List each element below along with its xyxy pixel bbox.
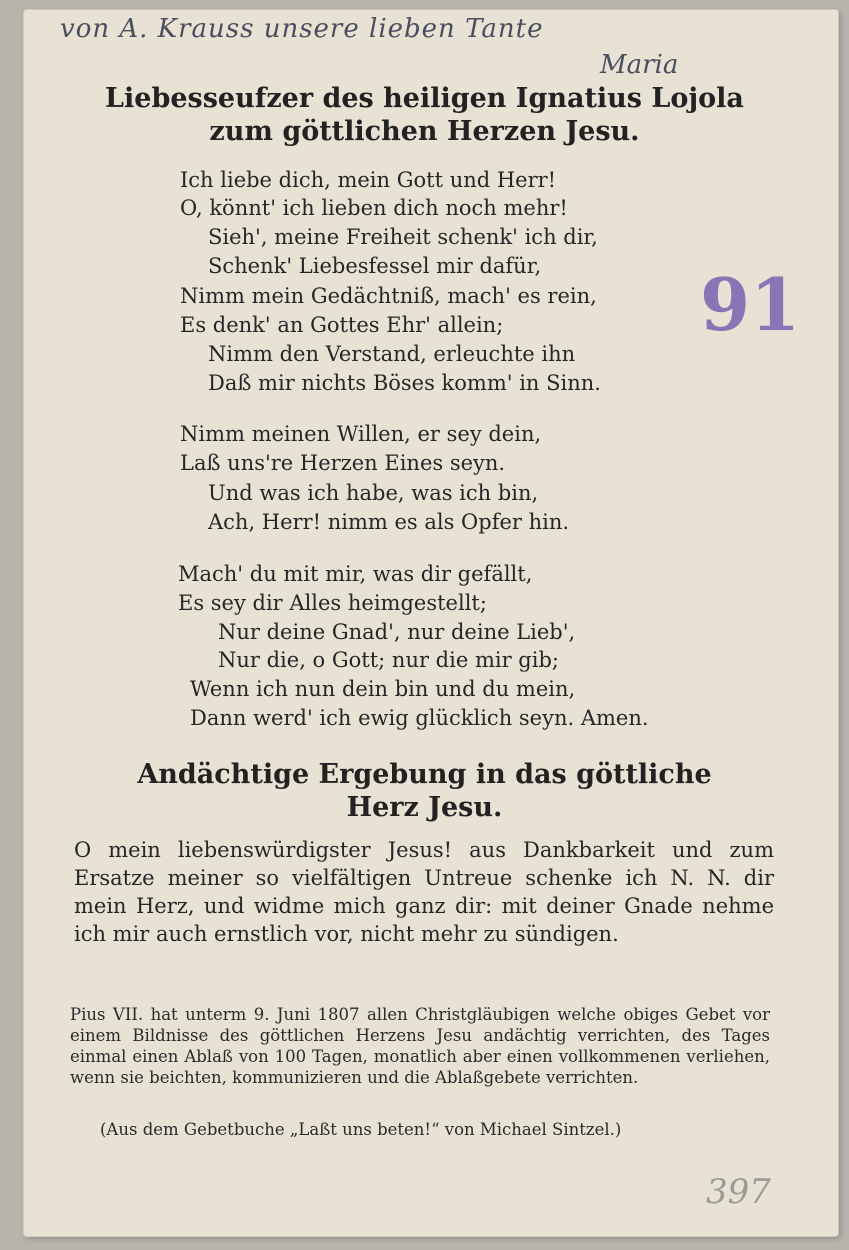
verse-line: Nimm meinen Willen, er sey dein, — [180, 422, 542, 446]
handwritten-mark: 91 — [700, 262, 801, 347]
verse-line: Es sey dir Alles heimgestellt; — [178, 591, 487, 615]
verse-line: Nimm den Verstand, erleuchte ihn — [208, 342, 576, 366]
indulgence-note: Pius VII. hat unterm 9. Juni 1807 allen Christgläubigen welche obiges Gebet vor einem Bildnisse des göttlichen Herzens Jesu andächtig verrichten, des Tages einmal einen Ablaß von 100 Tagen, monatlich aber einen vollkommenen verliehen, wenn sie beichten, kommunizieren und die Ablaßgebete verrichten. — [70, 1005, 770, 1087]
verse-line: Nimm mein Gedächtniß, mach' es rein, — [180, 284, 597, 308]
prayer-text: O mein liebenswürdigster Jesus! aus Dankbarkeit und zum Ersatze meiner so vielfältigen Untreue schenke ich N. N. dir mein Herz, und widme mich ganz dir: mit deiner Gnade nehme ich mir auch ernstlich vor, nicht mehr zu sündigen. — [74, 838, 774, 946]
verse-line: Es denk' an Gottes Ehr' allein; — [180, 313, 504, 337]
prayer-title-line: Andächtige Ergebung in das göttliche — [137, 759, 712, 790]
verse-line: Und was ich habe, was ich bin, — [208, 481, 539, 505]
verse-line: Schenk' Liebesfessel mir dafür, — [208, 254, 542, 278]
verse-line: Mach' du mit mir, was dir gefällt, — [178, 562, 533, 586]
verse-line: Sieh', meine Freiheit schenk' ich dir, — [208, 225, 598, 249]
handwritten-number: 397 — [706, 1172, 771, 1212]
prayer-title-line: Herz Jesu. — [346, 792, 503, 823]
poem-title — [0, 82, 849, 148]
verse-line: Dann werd' ich ewig glücklich seyn. Amen. — [190, 706, 649, 730]
prayer-title — [0, 758, 849, 824]
verse-line: Daß mir nichts Böses komm' in Sinn. — [208, 371, 601, 395]
handwritten-dedication: von A. Krauss unsere lieben Tante — [60, 14, 544, 44]
poem-title-line: Liebesseufzer des heiligen Ignatius Lojola — [105, 83, 744, 114]
verse-line: Nur deine Gnad', nur deine Lieb', — [218, 620, 576, 644]
verse-line: Wenn ich nun dein bin und du mein, — [190, 677, 576, 701]
verse-line: Ich liebe dich, mein Gott und Herr! — [180, 168, 557, 192]
handwritten-name: Maria — [600, 50, 679, 80]
source-citation: (Aus dem Gebetbuche „Laßt uns beten!“ von Michael Sintzel.) — [100, 1120, 622, 1139]
verse-line: Nur die, o Gott; nur die mir gib; — [218, 648, 559, 672]
verse-line: Ach, Herr! nimm es als Opfer hin. — [208, 510, 570, 534]
verse-line: O, könnt' ich lieben dich noch mehr! — [180, 196, 568, 220]
poem-title-line: zum göttlichen Herzen Jesu. — [209, 116, 640, 147]
verse-line: Laß uns're Herzen Eines seyn. — [180, 451, 506, 475]
